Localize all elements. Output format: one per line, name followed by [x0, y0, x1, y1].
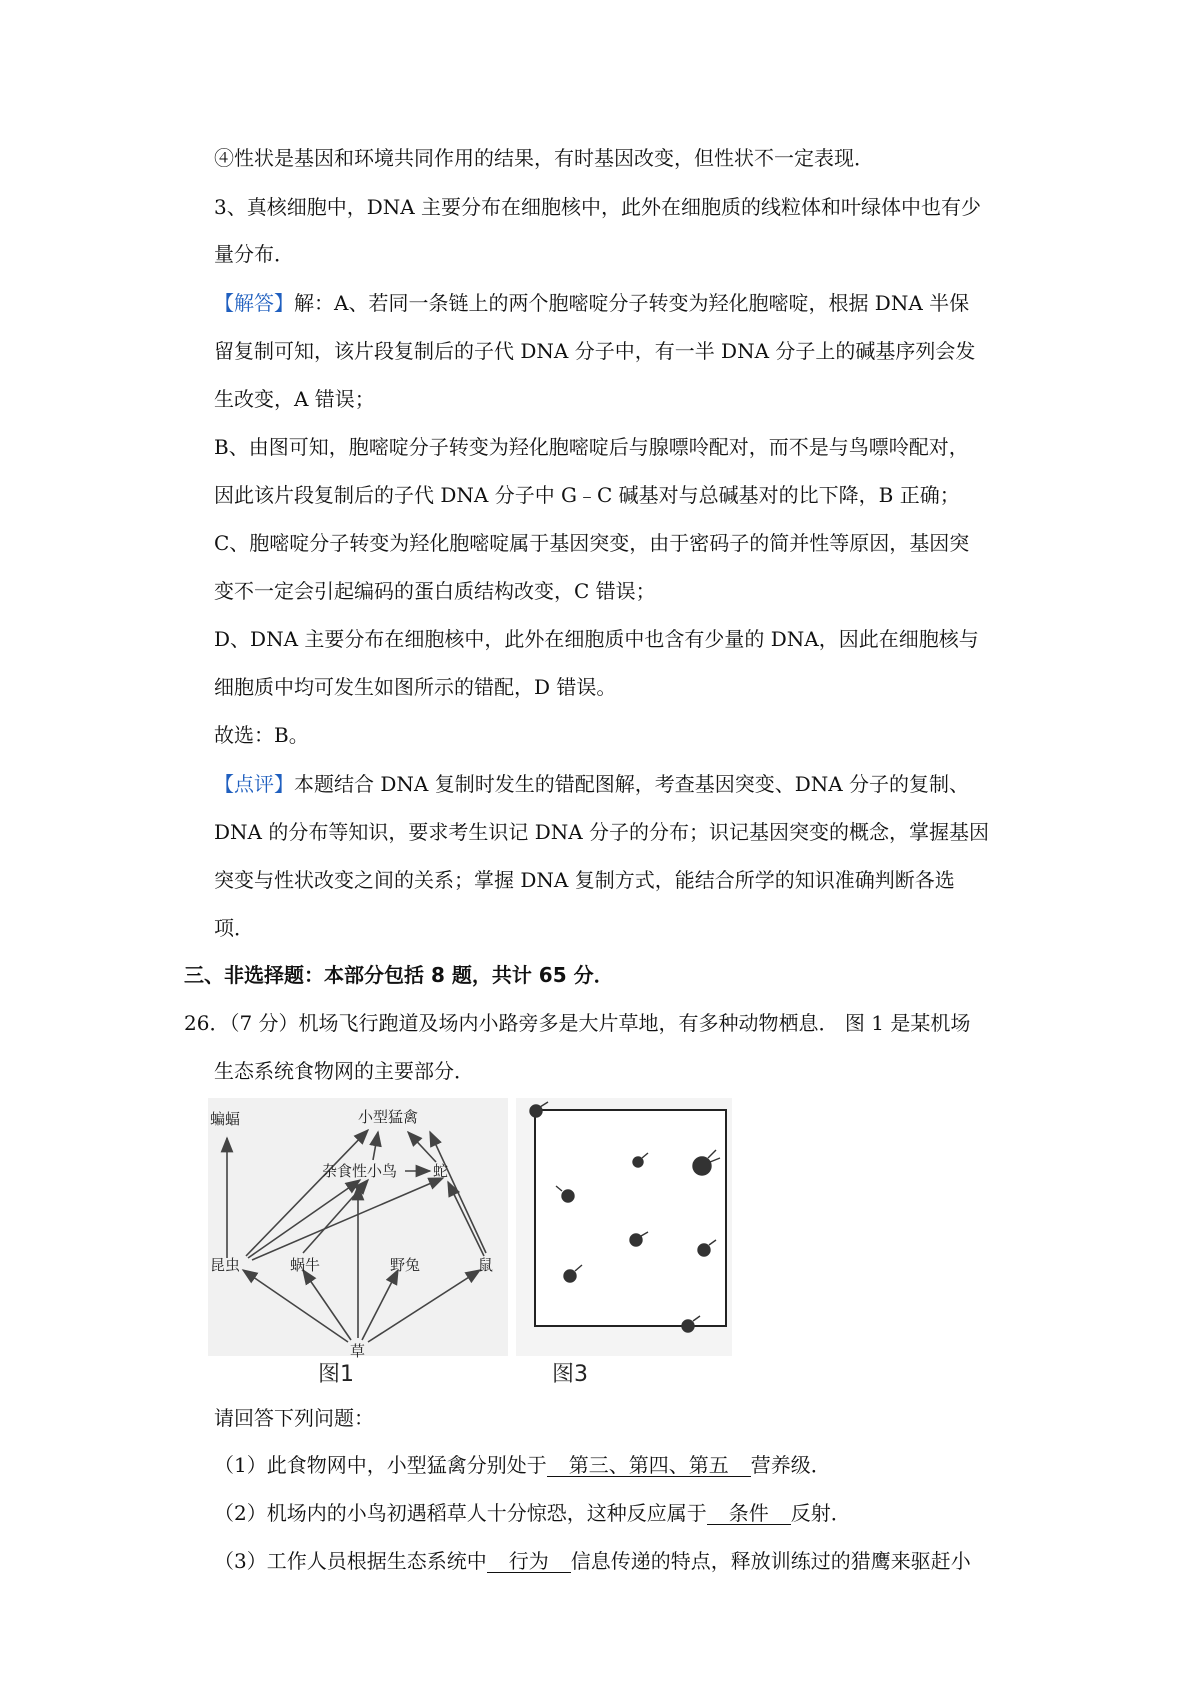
section-heading: 三、非选择题：本部分包括 8 题，共计 65 分．	[184, 963, 614, 987]
q1-answer: 第三、第四、第五	[547, 1454, 751, 1477]
text-line-15: DNA 的分布等知识，要求考生识记 DNA 分子的分布；识记基因突变的概念，掌握基因	[214, 820, 990, 844]
q3-suffix: 信息传递的特点，释放训练过的猎鹰来驱赶小	[570, 1549, 971, 1573]
text-line-16: 突变与性状改变之间的关系；掌握 DNA 复制方式，能结合所学的知识准确判断各选	[214, 868, 955, 892]
question-26-line-1: 26．（7 分）机场飞行跑道及场内小路旁多是大片草地，有多种动物栖息． 图 1 是某机场	[184, 1011, 971, 1035]
figure3-caption: 图3	[552, 1362, 588, 1387]
text-line-3: 量分布．	[214, 242, 294, 266]
question-26-line-2: 生态系统食物网的主要部分．	[214, 1059, 474, 1083]
answer-tag: 【解答】	[214, 291, 294, 315]
node-bat: 蝙蝠	[210, 1110, 241, 1128]
node-snail: 蜗牛	[290, 1256, 321, 1274]
q3-answer: 行为	[487, 1550, 571, 1573]
figure-panel	[208, 1098, 788, 1390]
answer-paragraph-start	[214, 290, 969, 316]
q3-prefix: （3）工作人员根据生态系统中	[214, 1549, 487, 1573]
figures	[208, 1098, 788, 1394]
text-line-9: C、胞嘧啶分子转变为羟化胞嘧啶属于基因突变，由于密码子的简并性等原因，基因突	[214, 531, 970, 555]
text-line-12: 细胞质中均可发生如图所示的错配，D 错误。	[214, 675, 617, 699]
node-snake: 蛇	[433, 1162, 449, 1180]
q1-prefix: （1）此食物网中，小型猛禽分别处于	[214, 1453, 547, 1477]
node-insect: 昆虫	[210, 1256, 241, 1274]
text-line-13: 故选：B。	[214, 723, 309, 747]
text-line-7: B、由图可知，胞嘧啶分子转变为羟化胞嘧啶后与腺嘌呤配对，而不是与鸟嘌呤配对，	[214, 435, 969, 459]
figure1-caption: 图1	[318, 1362, 354, 1387]
text-line-6: 生改变，A 错误；	[214, 387, 375, 411]
text-line-10: 变不一定会引起编码的蛋白质结构改变，C 错误；	[214, 579, 656, 603]
question-3	[214, 1548, 971, 1574]
text-line-1: ④性状是基因和环境共同作用的结果，有时基因改变，但性状不一定表现．	[214, 146, 874, 170]
node-rat: 鼠	[478, 1256, 494, 1274]
text-line-11: D、DNA 主要分布在细胞核中，此外在细胞质中也含有少量的 DNA，因此在细胞核与	[214, 627, 979, 651]
text-line-8: 因此该片段复制后的子代 DNA 分子中 G﹣C 碱基对与总碱基对的比下降，B 正确；	[214, 483, 960, 507]
question-2	[214, 1500, 851, 1526]
text-line-17: 项．	[214, 916, 254, 940]
q2-prefix: （2）机场内的小鸟初遇稻草人十分惊恐，这种反应属于	[214, 1501, 707, 1525]
q2-answer: 条件	[707, 1502, 791, 1525]
comment-tag: 【点评】	[214, 772, 294, 796]
node-grass: 草	[350, 1342, 366, 1360]
node-raptor: 小型猛禽	[358, 1108, 419, 1126]
question-1	[214, 1452, 831, 1478]
comment-text: 本题结合 DNA 复制时发生的错配图解，考查基因突变、DNA 分子的复制、	[294, 772, 970, 796]
node-bird: 杂食性小鸟	[322, 1162, 398, 1180]
node-hare: 野兔	[390, 1256, 421, 1274]
text-line-5: 留复制可知，该片段复制后的子代 DNA 分子中，有一半 DNA 分子上的碱基序列会发	[214, 339, 976, 363]
answer-text: 解：A、若同一条链上的两个胞嘧啶分子转变为羟化胞嘧啶，根据 DNA 半保	[294, 291, 970, 315]
quadrat-frame	[535, 1110, 726, 1326]
text-line-2: 3、真核细胞中，DNA 主要分布在细胞核中，此外在细胞质的线粒体和叶绿体中也有少	[214, 195, 982, 219]
comment-paragraph-start	[214, 771, 969, 797]
prompt-line: 请回答下列问题：	[214, 1406, 374, 1430]
q2-suffix: 反射．	[790, 1501, 851, 1525]
q1-suffix: 营养级．	[750, 1453, 831, 1477]
